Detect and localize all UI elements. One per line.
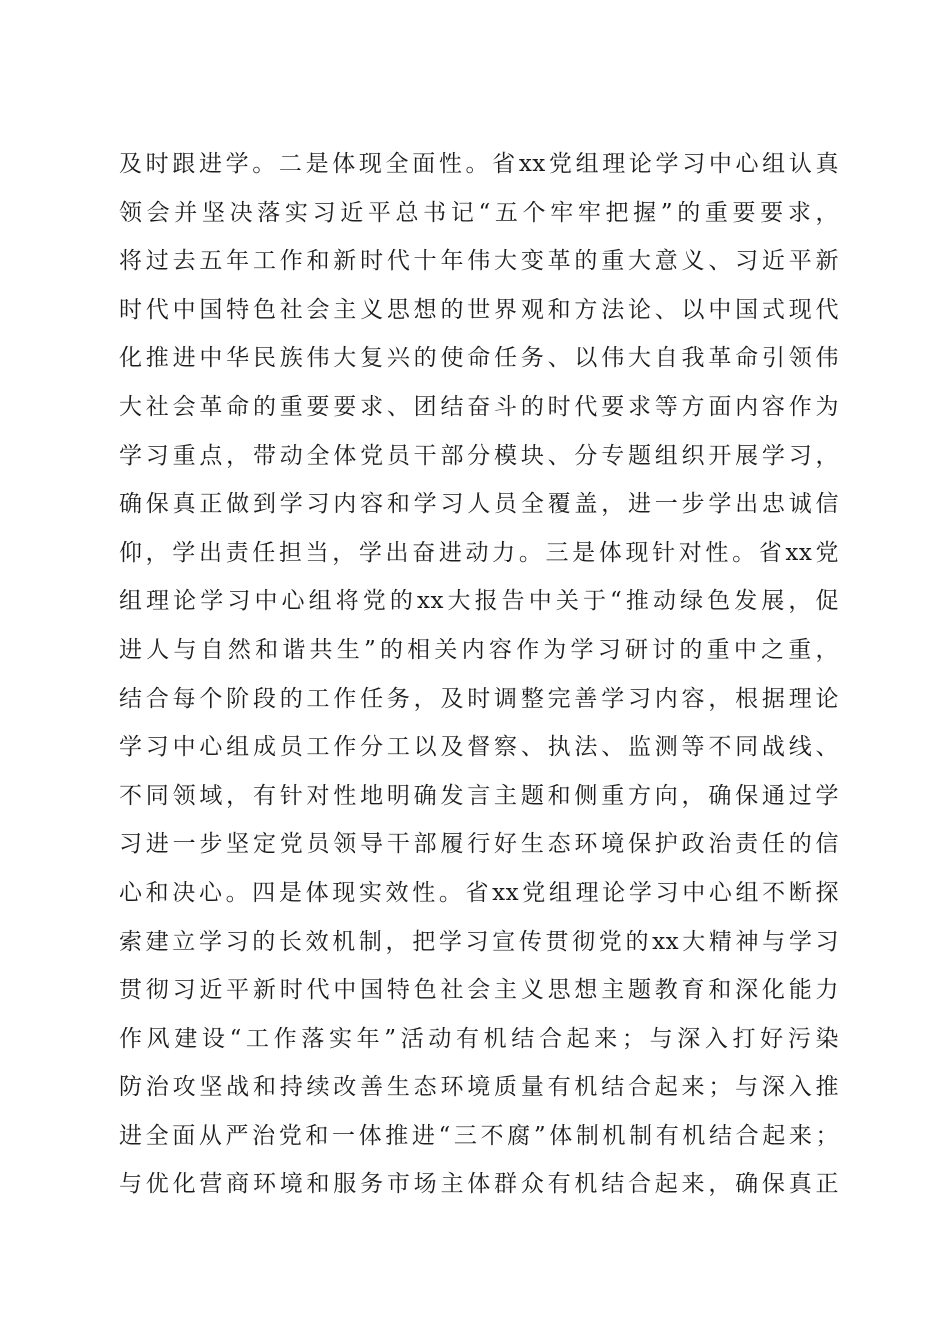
text-line: 将过去五年工作和新时代十年伟大变革的重大意义、习近平新 [119,248,839,275]
text-line: 结合每个阶段的工作任务，及时调整完善学习内容，根据理论 [119,685,839,712]
text-line: 学习重点，带动全体党员干部分模块、分专题组织开展学习， [119,442,839,469]
text-line: 心和决心。四是体现实效性。省xx党组理论学习中心组不断探 [119,879,839,906]
text-line: 与优化营商环境和服务市场主体群众有机结合起来，确保真正 [119,1171,839,1198]
text-line: 进全面从严治党和一体推进“三不腐”体制机制有机结合起来； [119,1122,839,1149]
text-line: 仰，学出责任担当，学出奋进动力。三是体现针对性。省xx党 [119,539,839,566]
text-line: 进人与自然和谐共生”的相关内容作为学习研讨的重中之重， [119,636,839,663]
text-line: 及时跟进学。二是体现全面性。省xx党组理论学习中心组认真 [119,151,839,177]
text-line: 不同领域，有针对性地明确发言主题和侧重方向，确保通过学 [119,782,839,809]
text-line: 贯彻习近平新时代中国特色社会主义思想主题教育和深化能力 [119,977,839,1004]
text-line: 组理论学习中心组将党的xx大报告中关于“推动绿色发展，促 [119,588,839,615]
text-line: 化推进中华民族伟大复兴的使命任务、以伟大自我革命引领伟 [119,345,839,372]
text-line: 确保真正做到学习内容和学习人员全覆盖，进一步学出忠诚信 [119,491,839,518]
text-line: 领会并坚决落实习近平总书记“五个牢牢把握”的重要要求， [119,199,839,226]
text-line: 时代中国特色社会主义思想的世界观和方法论、以中国式现代 [119,296,839,323]
text-line: 大社会革命的重要要求、团结奋斗的时代要求等方面内容作为 [119,393,839,420]
text-line: 学习中心组成员工作分工以及督察、执法、监测等不同战线、 [119,734,839,761]
body-paragraph [119,140,839,1209]
text-line: 作风建设“工作落实年”活动有机结合起来；与深入打好污染 [119,1025,839,1052]
text-line: 防治攻坚战和持续改善生态环境质量有机结合起来；与深入推 [119,1074,839,1101]
text-line: 索建立学习的长效机制，把学习宣传贯彻党的xx大精神与学习 [119,928,839,955]
text-line: 习进一步坚定党员领导干部履行好生态环境保护政治责任的信 [119,831,839,858]
